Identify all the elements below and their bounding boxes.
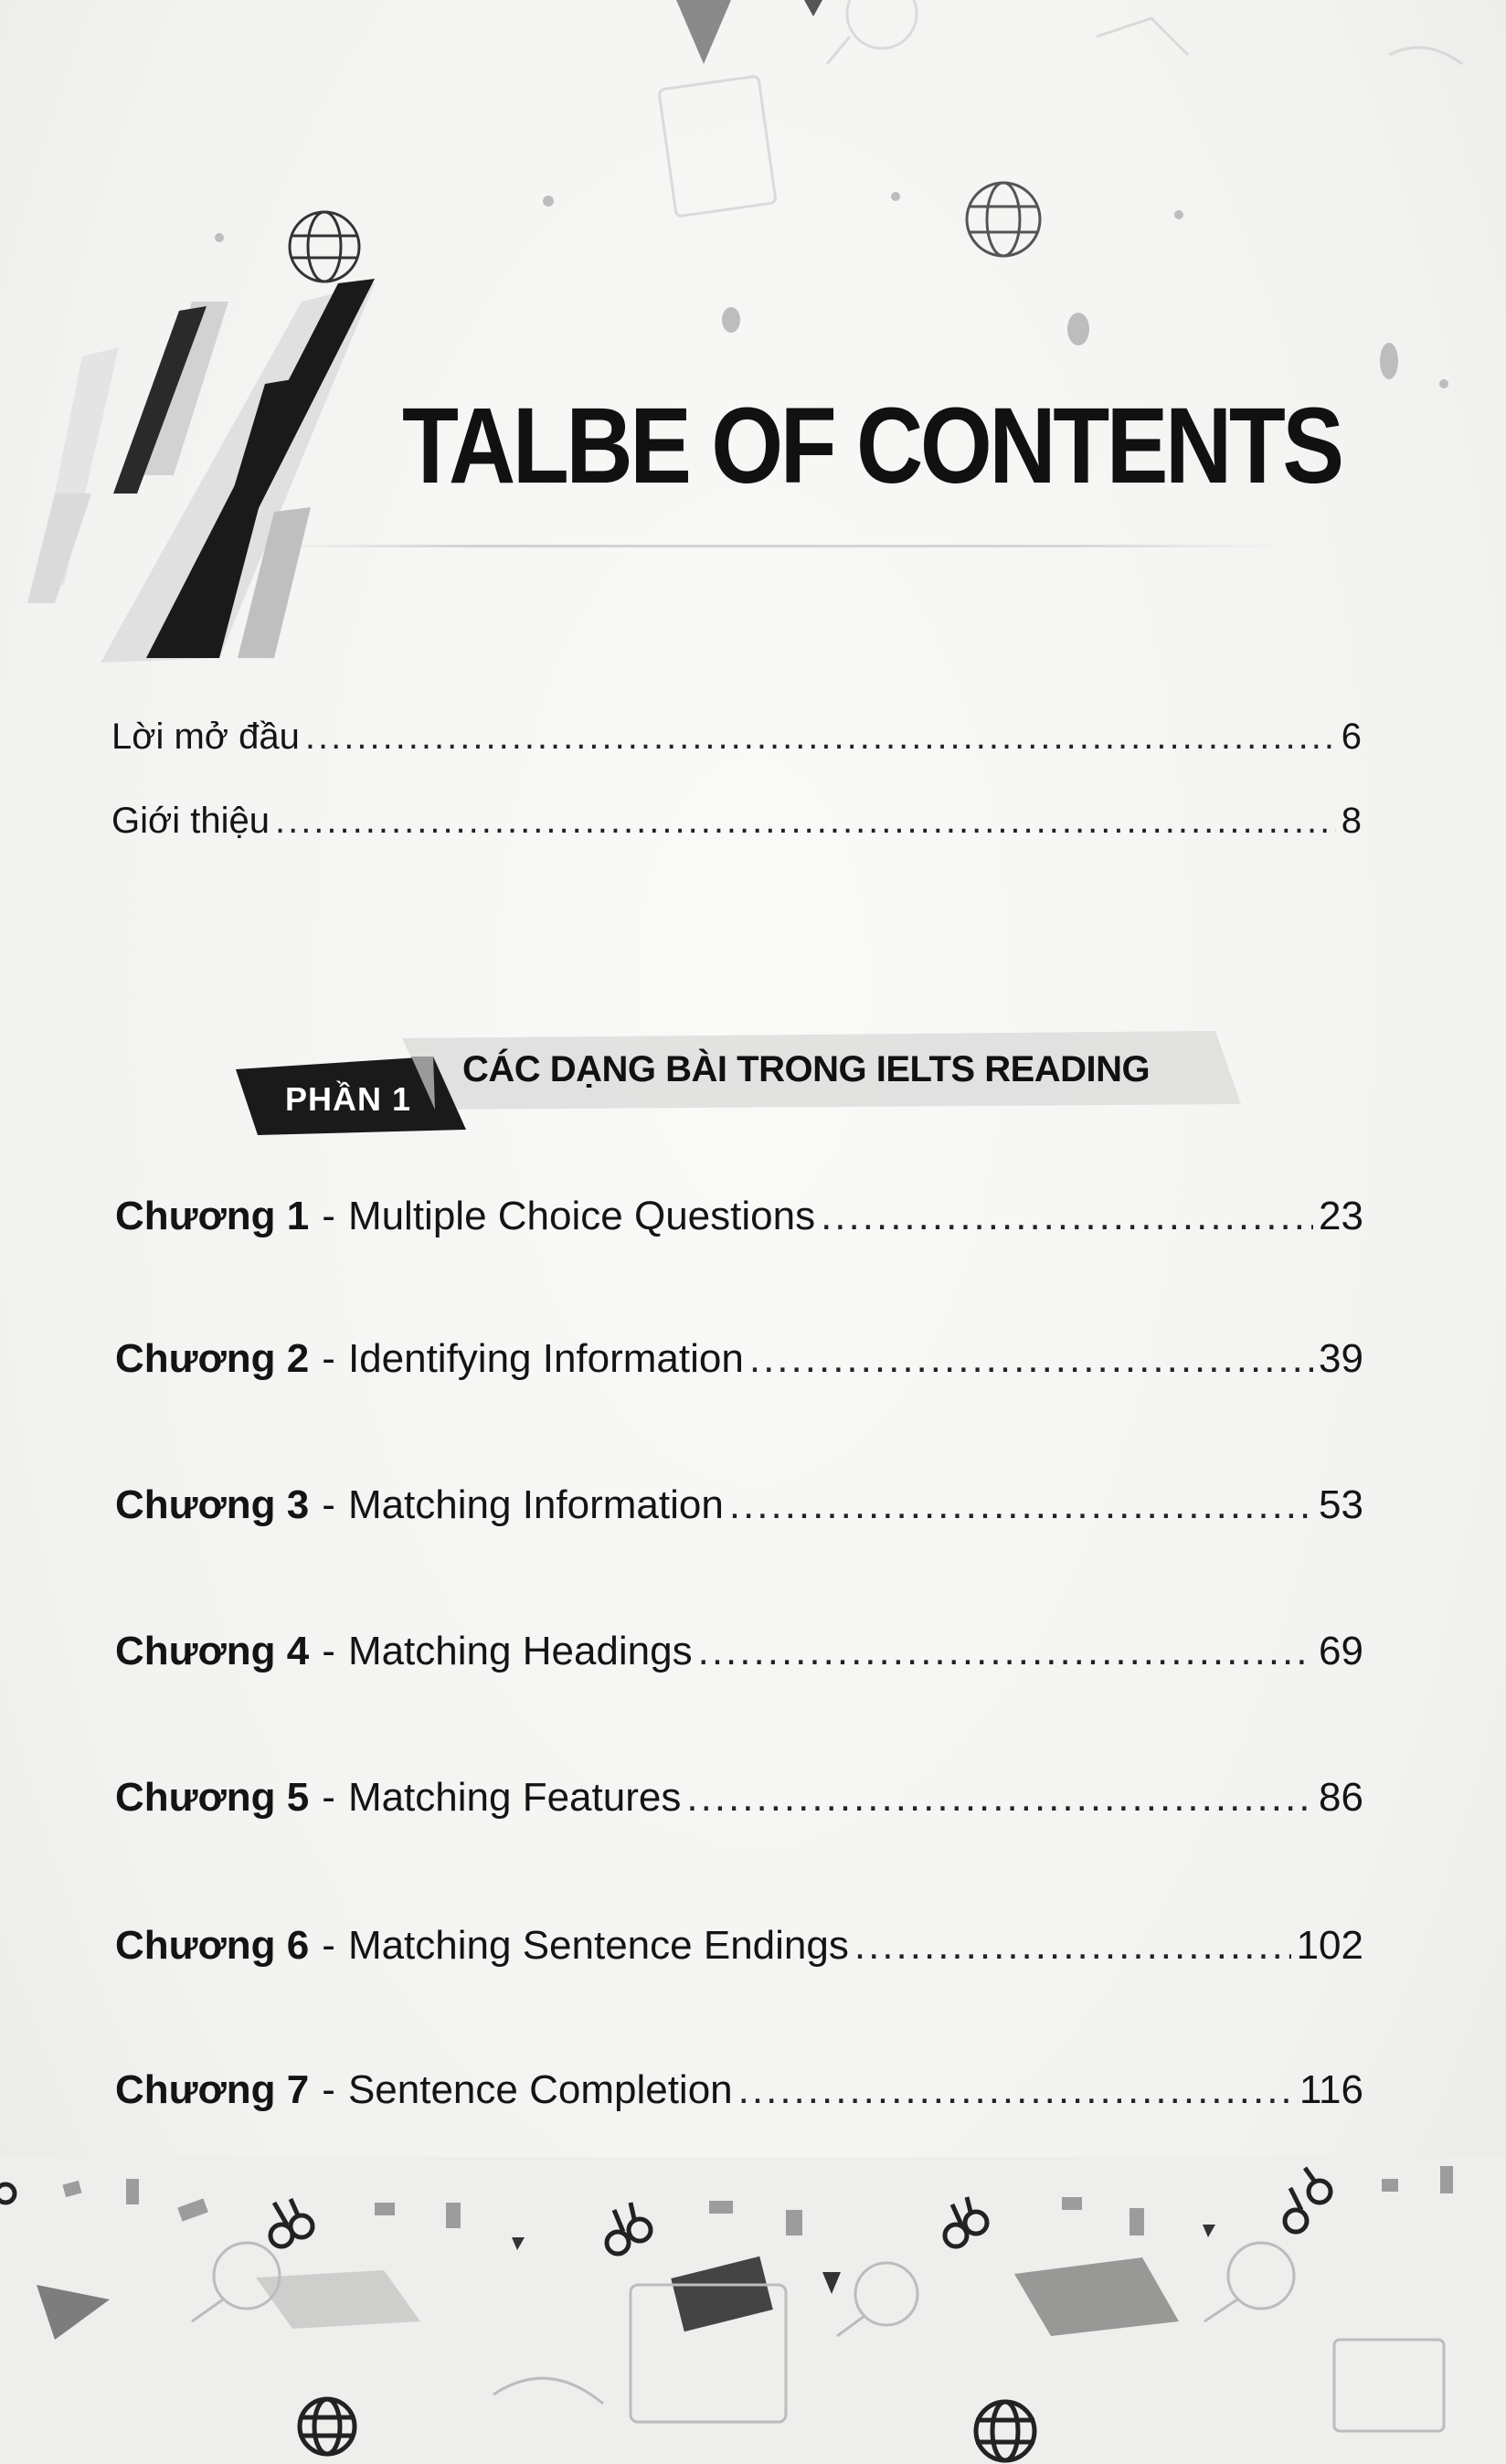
toc-page-number: 116 [1299,2067,1363,2112]
chapter-separator: - [322,1923,335,1968]
magnifier-icon [847,0,917,48]
chapter-separator: - [322,1336,335,1381]
chapter-entry[interactable] [115,1194,1363,1239]
chapter-prefix: Chương [115,1336,276,1381]
chapter-title: Matching Sentence Endings [347,1923,849,1968]
chapter-label [115,1482,724,1528]
toc-leader-dots [686,1775,1313,1821]
toc-page-number: 69 [1319,1629,1363,1673]
chapter-entry[interactable] [115,1336,1363,1382]
chapter-separator: - [322,1629,335,1673]
title-slash-decoration [27,279,375,663]
toc-leader-dots [821,1194,1313,1239]
page-title: TALBE OF CONTENTS [402,386,1342,506]
toc-page-number: 53 [1319,1482,1363,1527]
part-label: PHẦN 1 [285,1080,412,1118]
toc-entry-label: Lời mở đầu [111,717,300,757]
chapter-entry[interactable] [115,1923,1363,1969]
toc-entry[interactable] [111,801,1362,842]
chapter-label [115,1194,815,1239]
globe-icon [967,183,1040,256]
chapter-title: Sentence Completion [347,2067,733,2112]
footer-decoration [0,2157,1506,2464]
chapter-label [115,1336,744,1382]
toc-page-number: 39 [1319,1336,1363,1381]
chapter-title: Matching Information [347,1482,724,1527]
toc-page-number: 102 [1296,1923,1363,1968]
chapter-number: 6 [286,1923,310,1968]
chapter-prefix: Chương [115,1923,276,1968]
toc-entry-label: Giới thiệu [111,801,270,841]
chapter-number: 3 [286,1482,310,1527]
toc-leader-dots [729,1482,1313,1528]
toc-page-number: 8 [1341,801,1362,841]
toc-page-number: 6 [1341,717,1362,757]
chapter-prefix: Chương [115,1482,276,1527]
toc-leader-dots [749,1336,1313,1382]
toc-page-number: 86 [1319,1775,1363,1820]
part-title: CÁC DẠNG BÀI TRONG IELTS READING [462,1049,1151,1089]
toc-entry[interactable] [111,717,1362,758]
chapter-label [115,1923,849,1969]
chapter-prefix: Chương [115,1194,276,1238]
chapter-entry[interactable] [115,1629,1363,1674]
chapter-prefix: Chương [115,1629,276,1673]
toc-leader-dots [854,1923,1291,1969]
title-underline [274,545,1279,547]
chapter-number: 4 [286,1629,310,1673]
chapter-prefix: Chương [115,2067,276,2112]
toc-page-number: 23 [1319,1194,1363,1238]
toc-leader-dots [305,717,1336,758]
chapter-entry[interactable] [115,1775,1363,1821]
chapter-title: Matching Features [347,1775,682,1820]
chapter-separator: - [322,2067,335,2112]
chapter-number: 5 [286,1775,310,1820]
toc-leader-dots [738,2067,1294,2113]
magnifier-handle [827,37,850,64]
chapter-separator: - [322,1194,335,1238]
chapter-number: 1 [286,1194,310,1238]
chapter-label [115,1629,693,1674]
chapter-separator: - [322,1775,335,1820]
chapter-prefix: Chương [115,1775,276,1820]
chapter-entry[interactable] [115,2067,1363,2113]
toc-leader-dots [698,1629,1313,1674]
chapter-separator: - [322,1482,335,1527]
chapter-title: Multiple Choice Questions [347,1194,816,1238]
chapter-label [115,2067,733,2113]
chapter-title: Identifying Information [347,1336,744,1381]
chapter-number: 7 [286,2067,310,2112]
chapter-number: 2 [286,1336,310,1381]
chapter-entry[interactable] [115,1482,1363,1528]
globe-icon [290,212,359,281]
chapter-label [115,1775,681,1821]
toc-leader-dots [275,801,1336,842]
chapter-title: Matching Headings [347,1629,693,1673]
